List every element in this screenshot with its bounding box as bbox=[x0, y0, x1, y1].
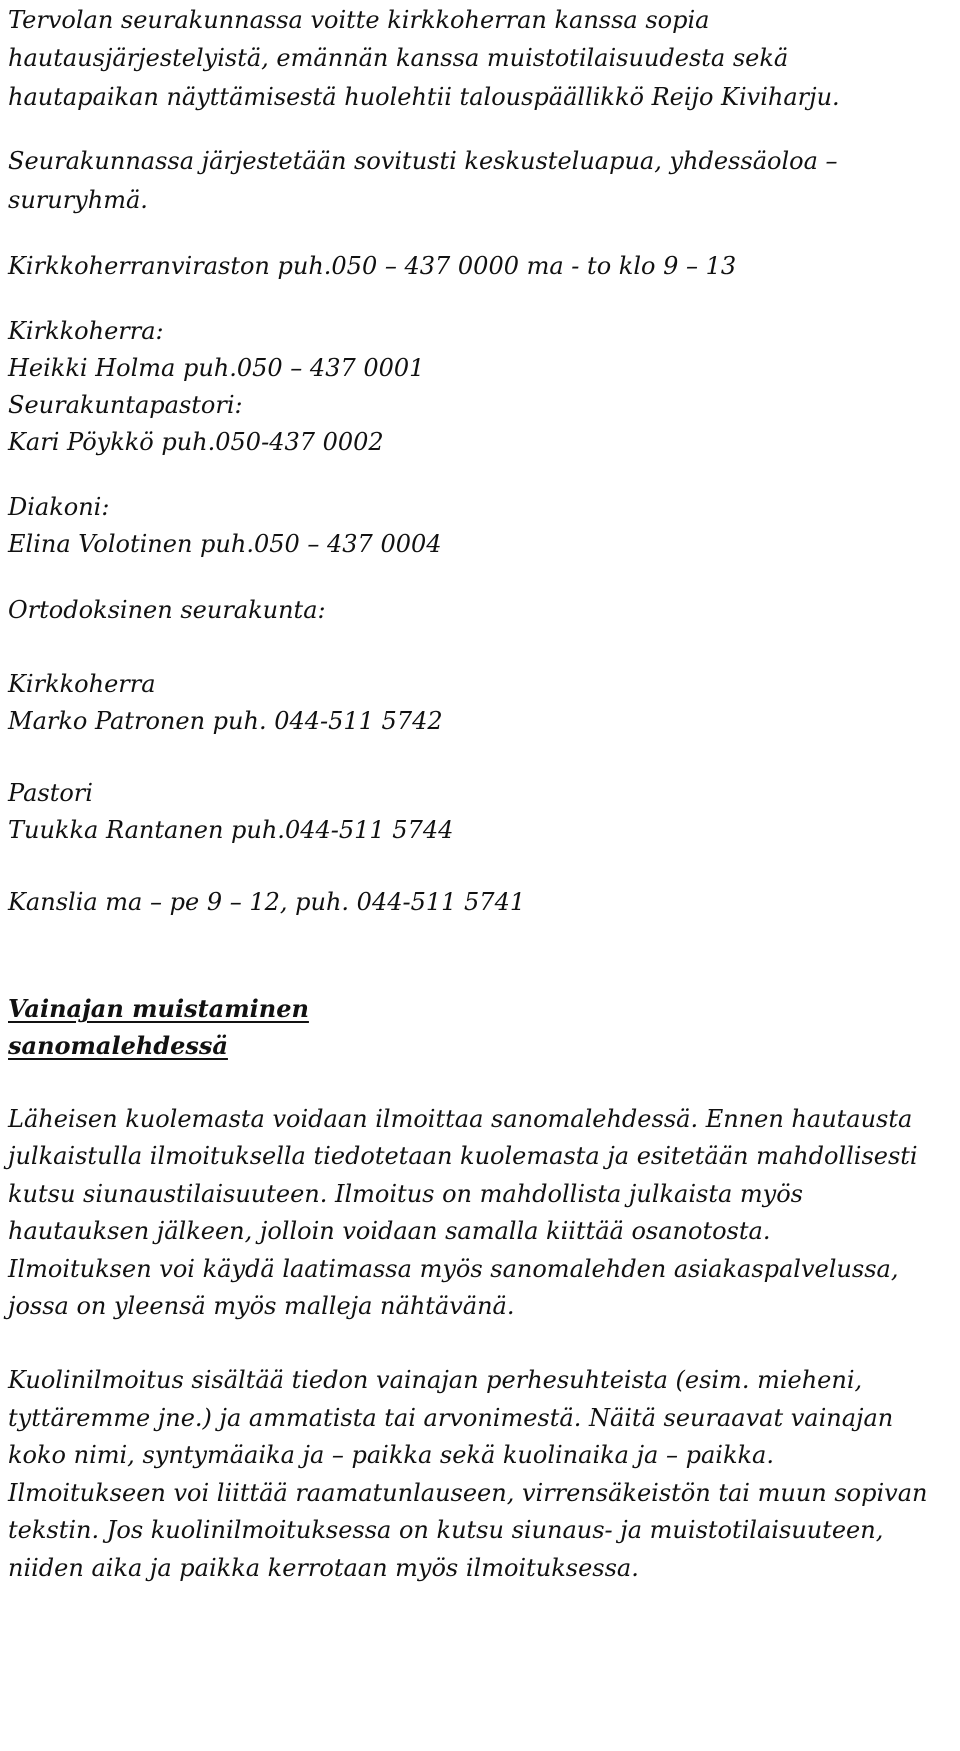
paragraph-line: julkaistulla ilmoituksella tiedotetaan kuolemasta ja esitetään mahdollisesti bbox=[8, 1142, 918, 1170]
orthodox-heading: Ortodoksinen seurakunta: bbox=[8, 596, 326, 624]
paragraph-line: hautauksen jälkeen, jolloin voidaan samalla kiittää osanotosta. bbox=[8, 1217, 771, 1245]
seurakuntapastori-contact: Kari Pöykkö puh.050-437 0002 bbox=[8, 428, 384, 456]
counseling-line: sururyhmä. bbox=[8, 186, 148, 214]
counseling-line: Seurakunnassa järjestetään sovitusti keskusteluapua, yhdessäoloa – bbox=[8, 147, 838, 175]
orthodox-pastori-contact: Tuukka Rantanen puh.044-511 5744 bbox=[8, 816, 454, 844]
office-phone: Kirkkoherranviraston puh.050 – 437 0000 ma - to klo 9 – 13 bbox=[8, 252, 737, 280]
kirkkoherra-contact: Heikki Holma puh.050 – 437 0001 bbox=[8, 354, 425, 382]
section-heading: sanomalehdessä bbox=[8, 1031, 228, 1060]
paragraph-line: Läheisen kuolemasta voidaan ilmoittaa sanomalehdessä. Ennen hautausta bbox=[8, 1105, 913, 1133]
paragraph-line: Kuolinilmoitus sisältää tiedon vainajan perhesuhteista (esim. mieheni, bbox=[8, 1366, 863, 1394]
paragraph-line: kutsu siunaustilaisuuteen. Ilmoitus on mahdollista julkaista myös bbox=[8, 1180, 803, 1208]
orthodox-kirkkoherra-title: Kirkkoherra bbox=[8, 670, 156, 698]
diakoni-title: Diakoni: bbox=[8, 493, 110, 521]
paragraph-line: jossa on yleensä myös malleja nähtävänä. bbox=[8, 1292, 515, 1320]
kirkkoherra-title: Kirkkoherra: bbox=[8, 317, 164, 345]
paragraph-line: tyttäremme jne.) ja ammatista tai arvonimestä. Näitä seuraavat vainajan bbox=[8, 1404, 894, 1432]
paragraph-line: niiden aika ja paikka kerrotaan myös ilmoituksessa. bbox=[8, 1554, 639, 1582]
seurakuntapastori-title: Seurakuntapastori: bbox=[8, 391, 243, 419]
intro-line: hautausjärjestelyistä, emännän kanssa muistotilaisuudesta sekä bbox=[8, 44, 789, 72]
kanslia-hours: Kanslia ma – pe 9 – 12, puh. 044-511 5741 bbox=[8, 888, 526, 916]
section-heading: Vainajan muistaminen bbox=[8, 994, 309, 1023]
diakoni-contact: Elina Volotinen puh.050 – 437 0004 bbox=[8, 530, 442, 558]
paragraph-line: koko nimi, syntymäaika ja – paikka sekä kuolinaika ja – paikka. bbox=[8, 1441, 774, 1469]
paragraph-line: tekstin. Jos kuolinilmoituksessa on kutsu siunaus- ja muistotilaisuuteen, bbox=[8, 1516, 884, 1544]
intro-line: Tervolan seurakunnassa voitte kirkkoherran kanssa sopia bbox=[8, 6, 710, 34]
paragraph-line: Ilmoitukseen voi liittää raamatunlauseen, virrensäkeistön tai muun sopivan bbox=[8, 1479, 928, 1507]
paragraph-line: Ilmoituksen voi käydä laatimassa myös sanomalehden asiakaspalvelussa, bbox=[8, 1255, 899, 1283]
intro-line: hautapaikan näyttämisestä huolehtii talouspäällikkö Reijo Kiviharju. bbox=[8, 83, 840, 111]
orthodox-kirkkoherra-contact: Marko Patronen puh. 044-511 5742 bbox=[8, 707, 443, 735]
orthodox-pastori-title: Pastori bbox=[8, 779, 93, 807]
